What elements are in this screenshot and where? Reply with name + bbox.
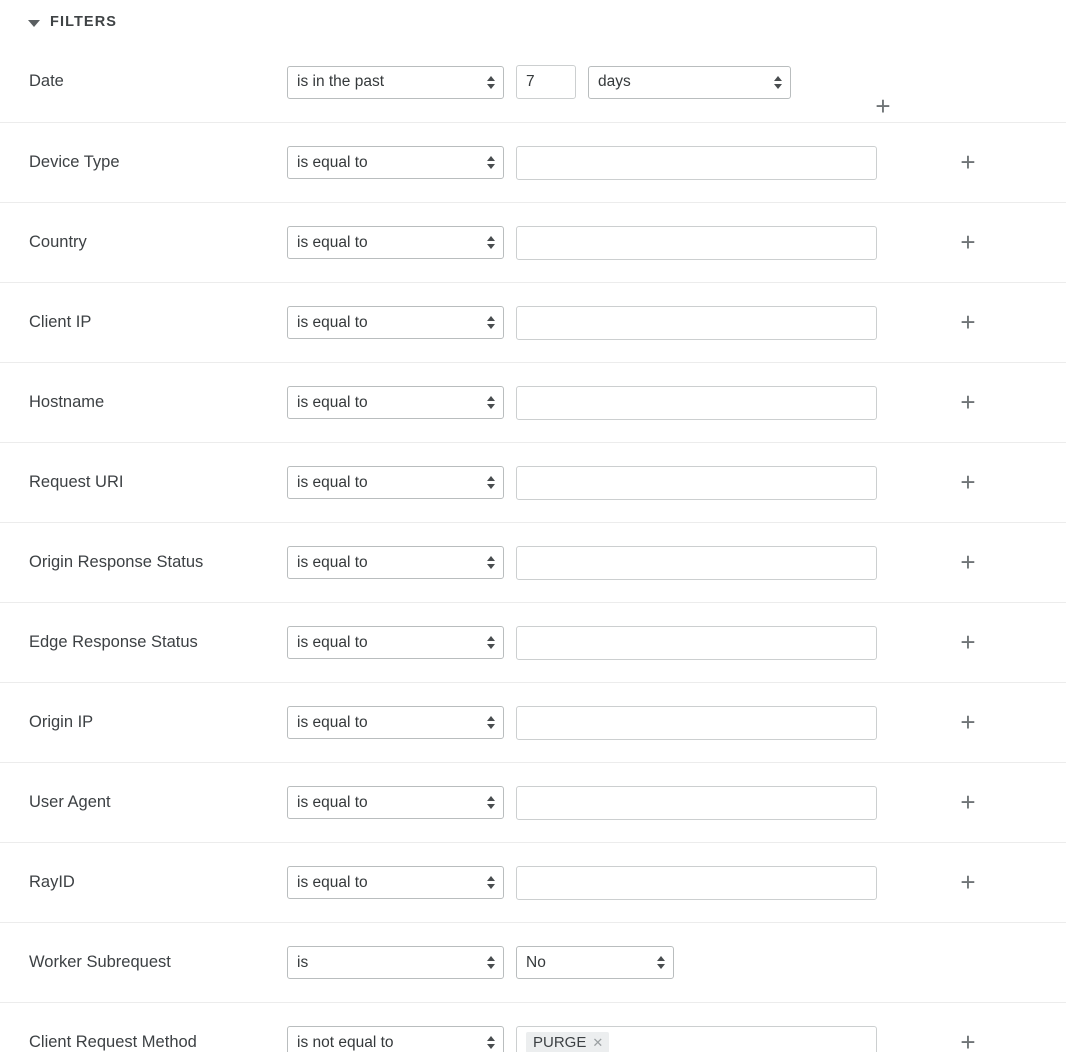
operator-select-value: is equal to	[297, 553, 368, 571]
add-filter-button[interactable]: +	[875, 91, 891, 121]
select-spinner-icon[interactable]	[486, 555, 495, 571]
operator-select-value: is equal to	[297, 233, 368, 251]
value-select-value: No	[526, 953, 546, 971]
value-select-worker-subrequest[interactable]	[516, 946, 674, 979]
filter-controls	[287, 626, 1066, 660]
value-input-client-ip[interactable]	[516, 306, 877, 340]
operator-select-origin-response-status[interactable]	[287, 546, 504, 579]
select-spinner-icon[interactable]	[486, 635, 495, 651]
add-filter-button[interactable]: +	[960, 146, 976, 177]
filter-label: Origin IP	[29, 712, 94, 731]
operator-select-value: is equal to	[297, 713, 368, 731]
filter-rows	[0, 42, 1066, 1052]
filter-label: User Agent	[29, 792, 111, 811]
add-filter-button[interactable]: +	[960, 786, 976, 817]
select-spinner-icon[interactable]	[486, 875, 495, 891]
add-filter-button[interactable]: +	[960, 1026, 976, 1052]
value-field-origin-response-status[interactable]	[526, 554, 867, 572]
filter-controls	[287, 1026, 1066, 1052]
filter-row-rayid	[0, 842, 1066, 922]
select-spinner-icon[interactable]	[486, 475, 495, 491]
operator-select-value: is equal to	[297, 153, 368, 171]
filter-controls	[287, 306, 1066, 340]
add-filter-button[interactable]: +	[960, 466, 976, 497]
filter-row-date	[0, 42, 1066, 122]
filter-controls	[287, 146, 1066, 180]
select-spinner-icon[interactable]	[486, 74, 495, 90]
operator-select-value: is equal to	[297, 393, 368, 411]
filter-label: RayID	[29, 872, 75, 891]
value-field-hostname[interactable]	[526, 394, 867, 412]
filter-label: Client IP	[29, 312, 92, 331]
filter-label: Client Request Method	[29, 1032, 197, 1051]
value-field-edge-response-status[interactable]	[526, 634, 867, 652]
select-spinner-icon[interactable]	[486, 235, 495, 251]
operator-select-date[interactable]	[287, 66, 504, 99]
unit-select-value: days	[598, 73, 631, 90]
filter-token-label: PURGE	[533, 1034, 587, 1051]
filter-controls	[287, 706, 1066, 740]
add-filter-button[interactable]: +	[960, 866, 976, 897]
filter-controls	[287, 866, 1066, 900]
value-field-country[interactable]	[526, 234, 867, 252]
value-input-hostname[interactable]	[516, 386, 877, 420]
filter-label: Origin Response Status	[29, 552, 204, 571]
value-input-edge-response-status[interactable]	[516, 626, 877, 660]
close-icon[interactable]: ✕	[592, 1035, 604, 1050]
add-filter-button[interactable]: +	[960, 386, 976, 417]
filter-controls	[287, 386, 1066, 420]
select-spinner-icon[interactable]	[773, 74, 782, 90]
operator-select-request-uri[interactable]	[287, 466, 504, 499]
filter-row-origin-ip	[0, 682, 1066, 762]
filter-controls	[287, 546, 1066, 580]
value-field-client-ip[interactable]	[526, 314, 867, 332]
caret-down-icon[interactable]	[28, 20, 40, 27]
filter-row-worker-subrequest	[0, 922, 1066, 1002]
value-field-date[interactable]	[526, 73, 566, 91]
token-input-client-request-method[interactable]	[516, 1026, 877, 1052]
select-spinner-icon[interactable]	[486, 315, 495, 331]
filter-controls	[287, 226, 1066, 260]
operator-select-origin-ip[interactable]	[287, 706, 504, 739]
filter-controls	[287, 786, 1066, 820]
filter-row-request-uri	[0, 442, 1066, 522]
value-input-request-uri[interactable]	[516, 466, 877, 500]
operator-select-value: is equal to	[297, 873, 368, 891]
add-filter-button[interactable]: +	[960, 706, 976, 737]
filter-row-country	[0, 202, 1066, 282]
operator-select-value: is equal to	[297, 473, 368, 491]
value-field-request-uri[interactable]	[526, 474, 867, 492]
value-input-rayid[interactable]	[516, 866, 877, 900]
operator-select-client-request-method[interactable]	[287, 1026, 504, 1052]
filter-controls	[287, 466, 1066, 500]
operator-select-value: is not equal to	[297, 1033, 394, 1051]
filter-row-device-type	[0, 122, 1066, 202]
unit-select-date[interactable]	[588, 66, 791, 99]
select-spinner-icon[interactable]	[486, 715, 495, 731]
filter-label: Device Type	[29, 152, 120, 171]
operator-select-client-ip[interactable]	[287, 306, 504, 339]
add-filter-button[interactable]: +	[960, 226, 976, 257]
add-filter-button[interactable]: +	[960, 546, 976, 577]
filter-label: Edge Response Status	[29, 632, 198, 651]
value-input-user-agent[interactable]	[516, 786, 877, 820]
select-spinner-icon[interactable]	[486, 955, 495, 971]
value-input-date[interactable]	[516, 65, 576, 99]
value-input-device-type[interactable]	[516, 146, 877, 180]
operator-select-worker-subrequest[interactable]	[287, 946, 504, 979]
filter-row-hostname	[0, 362, 1066, 442]
operator-select-value: is	[297, 953, 309, 971]
filter-label: Request URI	[29, 472, 124, 491]
value-input-origin-response-status[interactable]	[516, 546, 877, 580]
add-filter-button[interactable]: +	[960, 626, 976, 657]
value-field-rayid[interactable]	[526, 874, 867, 892]
filter-label: Country	[29, 232, 87, 251]
value-input-country[interactable]	[516, 226, 877, 260]
filter-token[interactable]	[526, 1032, 609, 1052]
filter-label: Date	[29, 72, 64, 91]
filters-header[interactable]	[0, 0, 1066, 42]
page-title: FILTERS	[50, 14, 118, 30]
select-spinner-icon[interactable]	[486, 155, 495, 171]
operator-select-value: is equal to	[297, 793, 368, 811]
value-field-user-agent[interactable]	[526, 794, 867, 812]
value-input-origin-ip[interactable]	[516, 706, 877, 740]
operator-select-value: is equal to	[297, 313, 368, 331]
operator-select-country[interactable]	[287, 226, 504, 259]
operator-select-hostname[interactable]	[287, 386, 504, 419]
filter-row-client-ip	[0, 282, 1066, 362]
operator-select-device-type[interactable]	[287, 146, 504, 179]
filter-row-client-request-method	[0, 1002, 1066, 1052]
select-spinner-icon[interactable]	[486, 1035, 495, 1051]
operator-select-edge-response-status[interactable]	[287, 626, 504, 659]
filter-label: Worker Subrequest	[29, 952, 171, 971]
operator-select-rayid[interactable]	[287, 866, 504, 899]
filter-row-edge-response-status	[0, 602, 1066, 682]
filter-controls	[287, 946, 1066, 979]
value-field-origin-ip[interactable]	[526, 714, 867, 732]
select-spinner-icon[interactable]	[486, 395, 495, 411]
filter-row-origin-response-status	[0, 522, 1066, 602]
operator-select-user-agent[interactable]	[287, 786, 504, 819]
operator-select-value: is equal to	[297, 633, 368, 651]
filter-row-user-agent	[0, 762, 1066, 842]
select-spinner-icon[interactable]	[656, 955, 665, 971]
operator-select-value: is in the past	[297, 73, 385, 90]
select-spinner-icon[interactable]	[486, 795, 495, 811]
filter-controls	[287, 65, 1066, 99]
value-field-device-type[interactable]	[526, 154, 867, 172]
filter-label: Hostname	[29, 392, 105, 411]
add-filter-button[interactable]: +	[960, 306, 976, 337]
